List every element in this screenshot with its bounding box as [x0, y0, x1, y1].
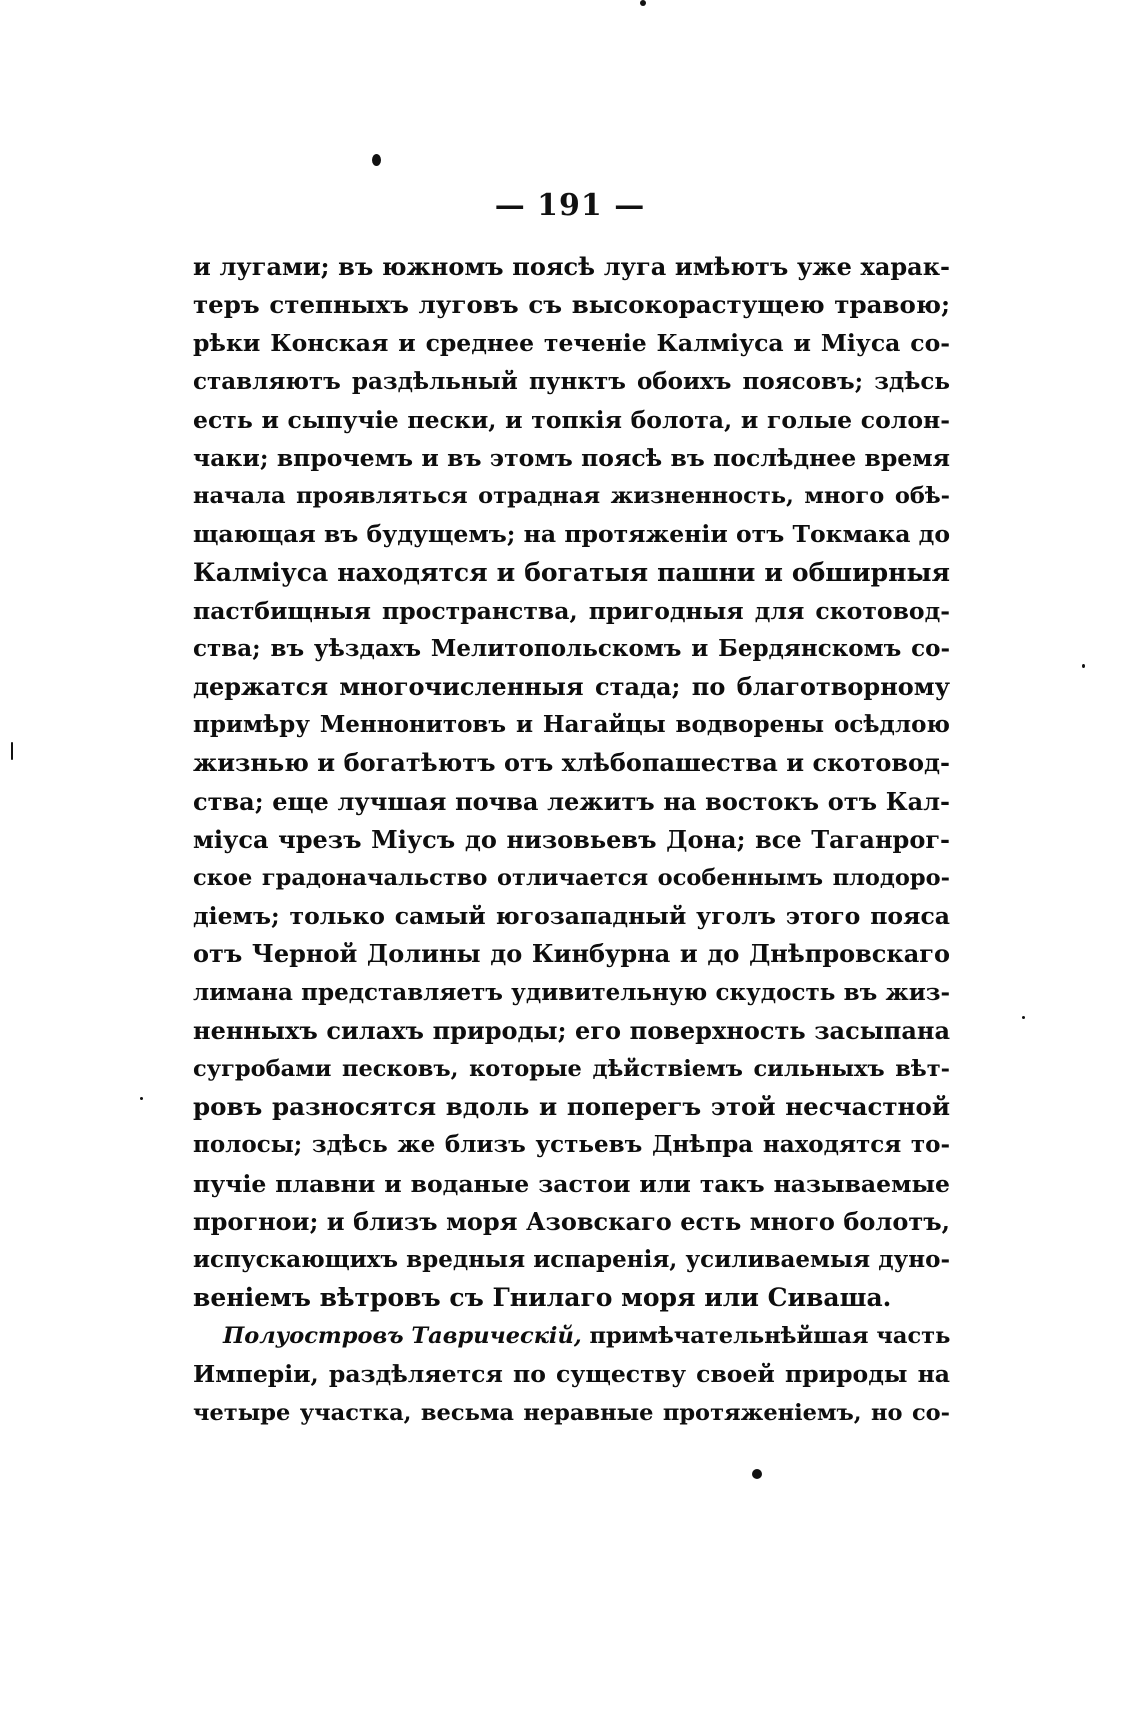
scan-speck — [372, 154, 381, 166]
text-line: пастбищныя пространства, пригодныя для скотовод- — [193, 596, 950, 625]
text-line — [193, 1317, 950, 1355]
text-line: щающая въ будущемъ; на протяженіи отъ Токмака до — [193, 520, 950, 549]
text-line: держатся многочисленныя стада; по благотворному — [193, 672, 950, 702]
text-line: ства; въ уѣздахъ Мелитопольскомъ и Бердянскомъ со- — [193, 634, 950, 662]
text-line: лимана представляетъ удивительную скудость въ жиз- — [193, 978, 950, 1006]
text-line: ровъ разносятся вдоль и поперегъ этой несчастной — [193, 1092, 950, 1122]
scan-speck — [640, 0, 646, 6]
page-number: — 191 — — [494, 188, 646, 223]
text-line: Имперіи, раздѣляется по существу своей природы на — [193, 1360, 950, 1389]
text-line: начала проявляться отрадная жизненность, много обѣ- — [193, 483, 950, 510]
text-line: прогнои; и близъ моря Азовскаго есть много болотъ, — [193, 1206, 950, 1236]
scan-speck — [1082, 664, 1085, 668]
text-line: ставляютъ раздѣльный пунктъ обоихъ поясовъ; здѣсь — [193, 367, 950, 395]
section-heading-italic: Полуостровъ Таврическій, — [223, 1323, 582, 1350]
text-line: міуса чрезъ Міусъ до низовьевъ Дона; все Таганрог- — [193, 824, 950, 854]
text-line: ненныхъ силахъ природы; его поверхность засыпана — [193, 1015, 950, 1045]
text-line: сугробами песковъ, которые дѣйствіемъ сильныхъ вѣт- — [193, 1055, 950, 1082]
text-line: испускающихъ вредныя испаренія, усиливаемыя дуно- — [193, 1245, 950, 1273]
scan-speck — [140, 1097, 143, 1100]
text-line: полосы; здѣсь же близъ устьевъ Днѣпра находятся то- — [193, 1131, 950, 1159]
paragraph-end-line: веніемъ вѣтровъ съ Гнилаго моря или Сиваша. — [193, 1283, 892, 1313]
text-line: жизнью и богатѣютъ отъ хлѣбопашества и скотовод- — [193, 748, 950, 778]
text-line: рѣки Конская и среднее теченіе Калміуса и Міуса со- — [193, 329, 950, 358]
body-text — [193, 248, 950, 1432]
text-line: ское градоначальство отличается особеннымъ плодоро- — [193, 865, 950, 891]
scan-speck — [1022, 1016, 1025, 1019]
text-line: теръ степныхъ луговъ съ высокорастущею травою; — [193, 290, 950, 320]
text-line: пучіе плавни и воданые застои или такъ называемые — [193, 1169, 950, 1198]
text-line: есть и сыпучіе пески, и топкія болота, и голые солон- — [193, 405, 950, 434]
text-line: отъ Черной Долины до Кинбурна и до Днѣпровскаго — [193, 939, 950, 969]
text-line: и лугами; въ южномъ поясѣ луга имѣютъ уже харак- — [193, 252, 950, 281]
scan-speck — [752, 1469, 762, 1479]
text-run: примѣчательнѣйшая часть — [581, 1323, 950, 1350]
text-line: примѣру Меннонитовъ и Нагайцы водворены осѣдлою — [193, 711, 950, 739]
text-line: Калміуса находятся и богатыя пашни и обширныя — [193, 557, 950, 587]
text-line: діемъ; только самый югозападный уголъ этого пояса — [193, 902, 950, 931]
text-line: чаки; впрочемъ и въ этомъ поясѣ въ послѣднее время — [193, 443, 950, 472]
text-line: четыре участка, весьма неравные протяженіемъ, но со- — [193, 1399, 950, 1426]
text-line: ства; еще лучшая почва лежитъ на востокъ отъ Кал- — [193, 786, 950, 816]
scan-speck — [11, 742, 13, 760]
